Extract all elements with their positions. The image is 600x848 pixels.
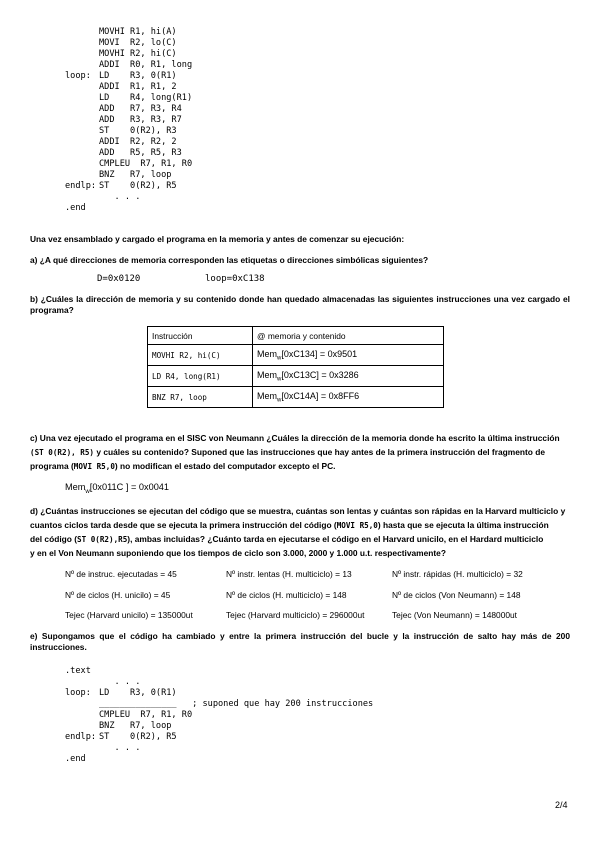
code-instruction: ADDI R2, R2, 2 (99, 137, 177, 147)
code-instruction: ADDI R0, R1, long (99, 60, 193, 70)
code-instruction: CMPLEU R7, R1, R0 (99, 159, 193, 169)
code-instruction: ST 0(R2), R5 (99, 181, 177, 191)
question-e: e) Supongamos que el código ha cambiado y entre la primera instrucción del bucle y la instrucción de salto hay más de 200 instrucciones. (30, 631, 570, 652)
table-row (148, 366, 444, 387)
code-instruction: LD R3, 0(R1) (99, 71, 177, 81)
code-instruction: ST 0(R2), R5 (99, 732, 177, 742)
question-c-line-3: programa (MOVI R5,0) no modifican el estado del computador excepto el PC. (30, 461, 336, 471)
table-header-memory: @ memoria y contenido (253, 327, 444, 345)
table-row (148, 387, 444, 408)
answer-d-value: Tejec (Von Neumann) = 148000ut (392, 610, 518, 620)
table-cell-memory: Mem$_w$[0xC13C] = 0x3286 (253, 366, 444, 387)
answer-a-loop: loop=0xC138 (205, 274, 265, 284)
question-d-line-4: y en el Von Neumann suponiendo que los tiempos de ciclo son 3.000, 2000 y 1.000 u.t. respectivamente? (30, 548, 446, 558)
question-c-line-1: c) Una vez ejecutado el programa en el SISC von Neumann ¿Cuáles la dirección de la memoria donde ha escrito la última instrucción (30, 433, 560, 443)
code-label: .end (65, 203, 86, 213)
code-instruction: ADD R5, R5, R3 (99, 148, 182, 158)
code-instruction: ADD R3, R3, R7 (99, 115, 182, 125)
code-instruction: . . . (99, 677, 141, 687)
question-d-line-3: del código (ST 0(R2),R5), ambas incluidas? ¿Cuánto tarda en ejecutarse el código en el Harvard unicilo, en el Hardard multiciclo (30, 534, 544, 544)
question-d-line-2: cuantos ciclos tarda desde que se ejecuta la primera instrucción del código (MOVI R5,0) hasta que se ejecuta la última instrucción (30, 520, 549, 530)
code-label: endlp: (65, 181, 97, 191)
code-instruction: ADDI R1, R1, 2 (99, 82, 177, 92)
code-label: loop: (65, 688, 91, 698)
table-row (148, 345, 444, 366)
answer-a-d: D=0x0120 (97, 274, 141, 284)
table-header-instruction: Instrucción (148, 327, 253, 345)
table-cell-instruction: MOVHI R2, hi(C) (152, 351, 221, 360)
code-instruction: CMPLEU R7, R1, R0 (99, 710, 193, 720)
table-cell-instruction: LD R4, long(R1) (152, 372, 221, 381)
question-c-line-2: (ST 0(R2), R5) y cuáles su contenido? Suponed que las instrucciones que hay antes de la primera instrucción del fragmento de (30, 447, 545, 457)
table-cell-memory: Mem$_w$[0xC134] = 0x9501 (253, 345, 444, 366)
code-instruction: MOVI R2, lo(C) (99, 38, 177, 48)
code-instruction: LD R4, long(R1) (99, 93, 193, 103)
question-d-line-1: d) ¿Cuántas instrucciones se ejecutan del código que se muestra, cuántas son lentas y cuántas son rápidas en la Harvard multiciclo y (30, 506, 566, 516)
code-instruction: MOVHI R1, hi(A) (99, 27, 177, 37)
memory-table (147, 326, 444, 408)
code-instruction: ADD R7, R3, R4 (99, 104, 182, 114)
code-label: loop: (65, 71, 91, 81)
answer-d-value: Nº de instruc. ejecutadas = 45 (65, 569, 177, 579)
table-cell-memory: Mem$_w$[0xC14A] = 0x8FF6 (253, 387, 444, 408)
table-cell-instruction: BNZ R7, loop (152, 393, 207, 402)
answer-d-value: Tejec (Harvard unicilo) = 135000ut (65, 610, 193, 620)
answer-c: Mem$_w$[0x011C ] = 0x0041 (65, 482, 170, 495)
table-header-row (148, 327, 444, 345)
code-instruction: BNZ R7, loop (99, 721, 172, 731)
answer-d-value: Nº de ciclos (H. unicilo) = 45 (65, 590, 171, 600)
code-label: .end (65, 754, 86, 764)
code-instruction: _______________ ; suponed que hay 200 instrucciones (99, 699, 374, 709)
answer-d-value: Nº instr. lentas (H. multiciclo) = 13 (226, 569, 352, 579)
question-a: a) ¿A qué direcciones de memoria corresponden las etiquetas o direcciones simbólicas siguientes? (30, 255, 429, 265)
code-instruction: . . . (99, 743, 141, 753)
answer-d-value: Nº de ciclos (H. multiciclo) = 148 (226, 590, 347, 600)
code-label: endlp: (65, 732, 97, 742)
question-b: b) ¿Cuáles la dirección de memoria y su contenido donde han quedado almacenadas las siguientes instrucciones una vez cargado el programa? (30, 294, 570, 315)
code-instruction: BNZ R7, loop (99, 170, 172, 180)
intro-text: Una vez ensamblado y cargado el programa en la memoria y antes de comenzar su ejecución: (30, 234, 405, 244)
code-instruction: LD R3, 0(R1) (99, 688, 177, 698)
page-number: 2/4 (555, 800, 568, 810)
answer-d-value: Tejec (Harvard multiciclo) = 296000ut (226, 610, 365, 620)
code-instruction: ST 0(R2), R3 (99, 126, 177, 136)
code-instruction: MOVHI R2, hi(C) (99, 49, 177, 59)
code-instruction: . . . (99, 192, 141, 202)
answer-d-value: Nº de ciclos (Von Neumann) = 148 (392, 590, 521, 600)
answer-d-value: Nº instr. rápidas (H. multiciclo) = 32 (392, 569, 523, 579)
code-label: .text (65, 666, 91, 676)
